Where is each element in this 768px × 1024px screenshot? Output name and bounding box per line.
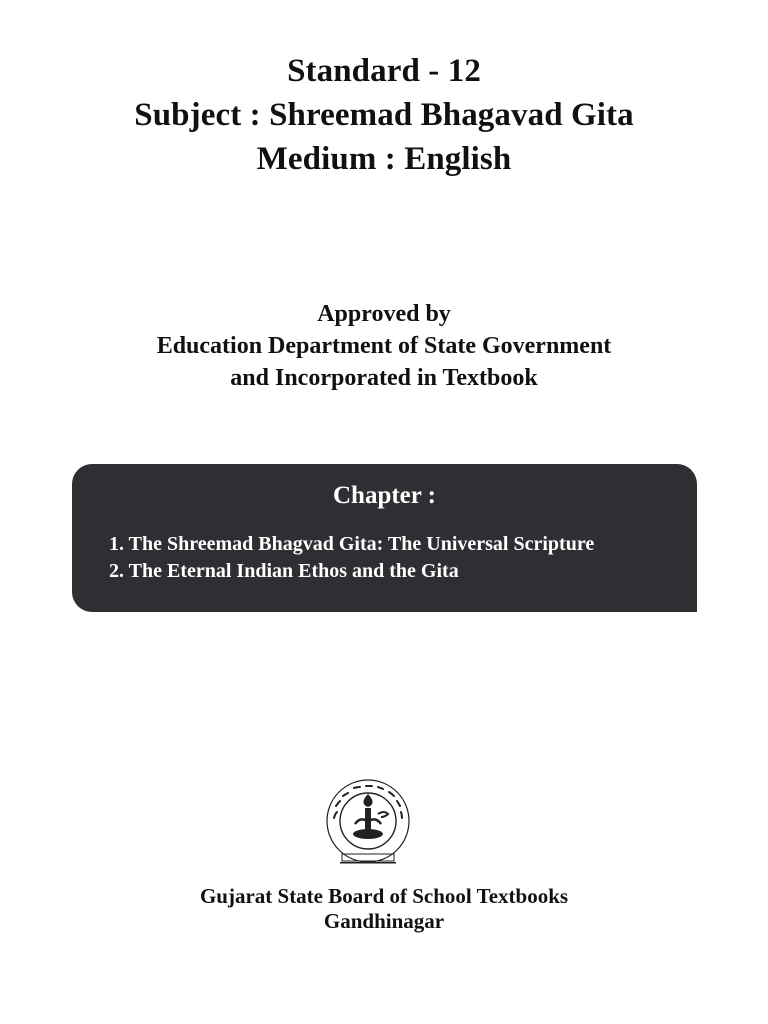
approval-line-3: and Incorporated in Textbook [230,365,538,391]
chapter-item-2: 2. The Eternal Indian Ethos and the Gita [109,560,459,582]
publisher-city: Gandhinagar [323,909,445,933]
chapter-item-1: 1. The Shreemad Bhagvad Gita: The Universal Scripture [109,533,595,555]
approval-statement [0,298,768,394]
subject-line: Subject : Shreemad Bhagavad Gita [134,97,634,133]
publisher-name: Gujarat State Board of School Textbooks [199,884,569,908]
chapter-heading: Chapter : [332,482,436,509]
board-seal-icon [318,774,418,874]
standard-line: Standard - 12 [287,53,481,89]
publisher [0,884,768,934]
chapter-list [109,531,594,585]
approval-line-2: Education Department of State Government [156,333,612,359]
approval-line-1: Approved by [317,301,451,327]
cover-title [0,49,768,181]
chapter-box [72,464,697,612]
medium-line: Medium : English [256,141,512,177]
